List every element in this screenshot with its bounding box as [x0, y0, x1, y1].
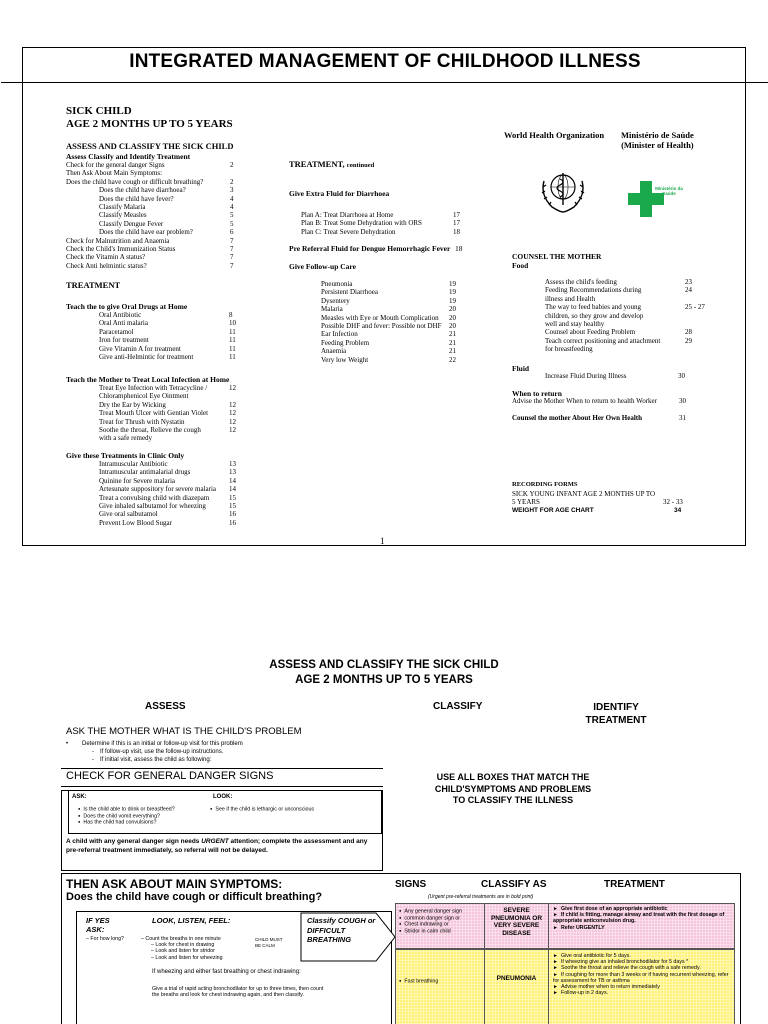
assess-list [66, 161, 246, 270]
fluid-page: 30 [678, 372, 685, 380]
ask-mother: ASK THE MOTHER WHAT IS THE CHILD'S PROBLEM [66, 726, 302, 737]
pneumonia-treatment-list [553, 953, 733, 996]
severe-classification: SEVERE PNEUMONIA OR VERY SEVERE DISEASE [490, 907, 543, 937]
toc-entry-label: Very low Weight [321, 355, 369, 364]
if-initial-text: If initial visit, assess the child as following: [100, 757, 212, 763]
toc-entry-page: 10 [229, 319, 236, 328]
if-followup-text: If follow-up visit, use the follow-up instructions. [100, 749, 224, 755]
look-listen-list [141, 936, 253, 961]
local-infection-heading: Teach the Mother to Treat Local Infection at Home [66, 375, 230, 384]
ask-item: ● Has the child had convulsions? [78, 819, 210, 826]
toc-entry [545, 328, 717, 336]
title-divider [1, 82, 768, 83]
toc-entry-label: Possible DHF and fever: Possible not DHF [321, 322, 442, 331]
toc-entry-page: 16 [229, 510, 236, 519]
recording-line2: 5 YEARS [512, 498, 540, 507]
dengue-heading-row [289, 244, 469, 253]
toc-entry-page: 5 [230, 211, 234, 220]
toc-entry-page: 6 [230, 228, 234, 237]
toc-entry-label: children, so they grow and develop [545, 311, 644, 320]
toc-entry-page: 13 [229, 468, 236, 477]
toc-entry-label: illness and Health [545, 294, 596, 303]
if-yes-label: IF YES [86, 916, 110, 925]
toc-entry-page: 3 [230, 186, 234, 195]
toc-entry-page: 23 [685, 278, 692, 286]
toc-entry-label: Plan A: Treat Diarrhoea at Home [301, 211, 394, 219]
toc-entry [99, 418, 259, 426]
return-row [512, 397, 692, 405]
toc-entry-label: Classify Measles [99, 211, 147, 220]
toc-entry-page: 20 [449, 313, 456, 322]
toc-entry-page: 13 [229, 460, 236, 468]
pneumonia-treatment: ► If wheezing give an inhaled bronchodilator for 5 days * [553, 959, 733, 965]
toc-entry-page: 22 [449, 355, 456, 364]
how-long: – For how long? [86, 936, 124, 942]
toc-entry-label: Assess the child's feeding [545, 278, 617, 286]
if-yes-block [86, 916, 110, 934]
initial-row: - If initial visit, assess the child as following: [92, 757, 212, 763]
severe-treatment: ► Give first dose of an appropriate antibiotic [553, 906, 733, 912]
ministry-sub: (Minister of Health) [621, 140, 694, 150]
toc-entry-page: 16 [229, 518, 236, 527]
toc-entry-page: 7 [230, 261, 234, 270]
severe-signs-list [399, 908, 483, 935]
sick-child-header [66, 105, 233, 131]
count-breaths: – Count the breaths in one minute [141, 936, 221, 942]
ministry-logo-text: Ministério da Saúde [655, 186, 683, 196]
toc-entry [321, 297, 465, 305]
toc-entry-page: 24 [685, 286, 692, 295]
toc-entry-label: Check for Malnutrition and Anaemia [66, 236, 170, 245]
recording-page: 32 - 33 [663, 498, 683, 507]
toc-entry-page: 19 [449, 296, 456, 305]
plan-list [301, 211, 465, 236]
recording-block [512, 490, 692, 515]
toc-entry [99, 460, 259, 468]
toc-entry-label: The way to feed babies and young [545, 303, 642, 312]
wheezing-trial: Give a trial of rapid acting bronchodilator for up to three times, then count the breaths and look for chest indrawing again, and then classify. [152, 986, 324, 999]
toc-entry [321, 322, 465, 330]
oral-drugs-list [99, 311, 259, 361]
weight-row [512, 507, 692, 515]
toc-entry-page: 11 [229, 353, 236, 362]
toc-entry-page: 29 [685, 336, 692, 345]
toc-entry-page: 5 [230, 219, 234, 228]
toc-entry [99, 434, 259, 442]
page-number: 1 [380, 536, 385, 546]
toc-entry [66, 237, 246, 245]
pneumonia-treatment: ► Soothe the throat and relieve the cough with a safe remedy. [553, 965, 733, 971]
toc-entry [99, 401, 259, 409]
toc-entry-label: Counsel about Feeding Problem [545, 328, 636, 337]
toc-entry-page: 11 [229, 336, 236, 345]
toc-entry-page: 2 [230, 161, 234, 169]
col-identify-2: TREATMENT [585, 715, 647, 726]
toc-entry-label: Feeding Recommendations during [545, 286, 642, 295]
toc-entry [545, 278, 717, 286]
col-classify-as: CLASSIFY AS [481, 879, 547, 890]
toc-entry [545, 320, 717, 328]
toc-entry-label: Classify Malaria [99, 203, 146, 212]
food-heading: Food [512, 261, 529, 270]
toc-entry-label: Does the child have diarrhoea? [99, 186, 186, 195]
fluid-row [545, 372, 685, 380]
danger-rule-bottom [61, 786, 383, 787]
ask-item: ● Does the child vomit everything? [78, 813, 210, 820]
toc-entry-label: Persistent Diarrhoea [321, 288, 378, 297]
toc-entry [321, 314, 465, 322]
toc-entry-label: Check for the general danger Signs [66, 161, 165, 169]
oral-drugs-heading: Teach the to give Oral Drugs at Home [66, 302, 188, 311]
toc-entry-label: Plan C: Treat Severe Dehydration [301, 227, 396, 236]
col-identify [570, 701, 662, 727]
toc-entry-label: Check the Vitamin A status? [66, 253, 146, 262]
toc-entry-label: Then Ask About Main Symptoms: [66, 169, 163, 178]
toc-entry-label: Quinine for Severe malaria [99, 476, 175, 485]
toc-entry-label: Treat Mouth Ulcer with Gentian Violet [99, 409, 209, 418]
look-item: ● See if the child is lethargic or unconscious [210, 806, 380, 813]
toc-entry [99, 502, 259, 510]
toc-entry-label: Soothe the throat, Relieve the cough [99, 426, 201, 435]
toc-entry [321, 280, 465, 288]
pneumonia-signs-list [399, 978, 483, 985]
sick-child-label: SICK CHILD [66, 105, 132, 117]
followup-row: - If follow-up visit, use the follow-up instructions. [92, 749, 224, 755]
page-title: INTEGRATED MANAGEMENT OF CHILDHOOD ILLNESS [129, 51, 641, 72]
toc-entry [545, 312, 717, 320]
extra-fluid-heading: Give Extra Fluid for Diarrhoea [289, 189, 390, 198]
ask-item: ● Is the child able to drink or breastfeed? [78, 806, 210, 813]
recording-row [512, 498, 692, 506]
toc-entry [99, 409, 259, 417]
toc-entry [99, 319, 259, 327]
toc-entry-page: 21 [449, 338, 456, 347]
clinic-heading: Give these Treatments in Clinic Only [66, 451, 185, 460]
toc-entry-page: 12 [229, 400, 236, 409]
ask-list [78, 806, 210, 826]
dengue-heading: Pre Referral Fluid for Dengue Hemorrhagic Fever [289, 244, 451, 253]
pneumonia-treatment: ► Advise mother when to return immediately [553, 984, 733, 990]
look-stridor: – Look and listen for stridor [151, 948, 215, 955]
toc-entry [99, 426, 259, 434]
toc-entry-page: 8 [229, 311, 233, 319]
toc-entry [99, 494, 259, 502]
page2-title-line2: AGE 2 MONTHS UP TO 5 YEARS [295, 674, 473, 686]
page2-title [0, 658, 768, 688]
followup-heading: Give Follow-up Care [289, 262, 356, 271]
toc-entry-label: Oral Anti malaria [99, 319, 148, 328]
ministry-block [621, 130, 694, 150]
toc-entry-page: 7 [230, 253, 234, 262]
toc-entry-page: 11 [229, 327, 236, 336]
toc-entry [321, 288, 465, 296]
toc-entry [99, 468, 259, 476]
toc-entry-label: Chloramphenicol Eye Ointment [99, 392, 189, 401]
toc-entry [66, 169, 246, 177]
toc-entry [99, 353, 259, 361]
toc-entry-page: 19 [449, 288, 456, 297]
toc-entry [545, 286, 717, 294]
table-divider-1b [484, 903, 485, 1024]
main-symptoms-heading: THEN ASK ABOUT MAIN SYMPTOMS: [66, 877, 283, 891]
toc-entry-label: Does the child have cough or difficult breathing? [66, 177, 204, 186]
toc-entry-page: 20 [449, 305, 456, 314]
cough-question: Does the child have cough or difficult breathing? [66, 891, 323, 903]
food-list [545, 278, 717, 354]
toc-entry-label: for breastfeeding [545, 345, 593, 354]
toc-entry-page: 15 [229, 502, 236, 511]
toc-entry [545, 295, 717, 303]
toc-entry-label: Malaria [321, 305, 343, 314]
toc-entry-label: Check the Child's Immunization Status [66, 245, 176, 254]
treatment-continued-heading [289, 159, 374, 169]
toc-entry [66, 178, 246, 186]
toc-entry [301, 211, 465, 219]
toc-entry [301, 219, 465, 227]
use-boxes-line1: USE ALL BOXES THAT MATCH THE [436, 772, 590, 782]
toc-entry-page: 17 [453, 219, 460, 228]
look-wheezing: – Look and listen for wheezing [151, 954, 223, 961]
toc-entry-label: Does the child have fever? [99, 194, 174, 203]
severe-treatment: ► If child is fitting, manage airway and treat with the first dosage of appropriate anticonvulsion drug. [553, 912, 733, 924]
wheezing-question: If wheezing and either fast breathing or chest indrawing: [152, 969, 301, 975]
counsel-heading: COUNSEL THE MOTHER [512, 252, 602, 261]
toc-entry-label: Intramuscular antimalarial drugs [99, 468, 191, 477]
danger-note-urgent: URGENT [201, 838, 229, 845]
toc-entry-page: 2 [230, 177, 234, 186]
toc-entry [99, 485, 259, 493]
toc-entry [66, 228, 246, 236]
toc-entry-label: Ear Infection [321, 330, 358, 339]
toc-entry-page: 11 [229, 344, 236, 353]
local-infection-list [99, 384, 259, 443]
toc-entry-page: 21 [449, 330, 456, 339]
assess-subheading: Assess Classify and Identify Treatment [66, 152, 191, 161]
fluid-item: Increase Fluid During Illness [545, 372, 627, 380]
col-identify-1: IDENTIFY [593, 702, 639, 713]
toc-entry-page: 7 [230, 236, 234, 245]
weight-page: 34 [674, 506, 682, 514]
look-chest: – Look for chest in drawing [151, 942, 215, 949]
use-boxes-line3: TO CLASSIFY THE ILLNESS [452, 795, 574, 805]
toc-entry [66, 262, 246, 270]
pneumonia-treatment: ► If coughing for more than 3 weeks or if having recurrent wheezing, refer for assessment for TB or asthma [553, 972, 733, 984]
toc-entry-label: Prevent Low Blood Sugar [99, 518, 172, 527]
toc-entry-page: 14 [229, 485, 236, 494]
toc-entry [66, 253, 246, 261]
own-health-page: 31 [679, 414, 686, 422]
continued-label: continued [346, 162, 375, 169]
toc-entry-page: 28 [685, 328, 692, 337]
danger-note-pre: A child with any general danger sign needs [66, 838, 202, 845]
col-signs: SIGNS [395, 879, 427, 890]
danger-note-post: attention; complete the assessment and any pre-referral treatment immediately, so referral will not be delayed. [66, 838, 368, 854]
toc-entry-label: Dysentery [321, 296, 350, 305]
ministry-label: Ministério de Saúde [621, 130, 694, 140]
toc-entry [545, 337, 717, 345]
ask-label: ASK: [72, 794, 87, 800]
pneumonia-classification: PNEUMONIA [496, 975, 537, 982]
toc-entry-label: Treat for Thrush with Nystatin [99, 417, 185, 426]
weight-chart: WEIGHT FOR AGE CHART [512, 506, 594, 514]
severe-sign: ● Any general danger sign [399, 908, 483, 915]
followup-list [321, 280, 465, 364]
pneumonia-sign: ● Fast breathing [399, 978, 483, 985]
toc-entry-label: Give anti-Helmintic for treatment [99, 353, 194, 362]
toc-entry [99, 345, 259, 353]
return-heading: When to return [512, 389, 562, 398]
severe-treatment: ► Refer URGENTLY [553, 925, 733, 931]
toc-entry-label: Anaemia [321, 347, 347, 356]
toc-entry [99, 510, 259, 518]
toc-entry-page: 7 [230, 245, 234, 254]
dengue-page: 18 [455, 244, 463, 253]
toc-entry [99, 519, 259, 527]
toc-entry-label: Paracetamol [99, 327, 134, 336]
toc-entry-page: 21 [449, 347, 456, 356]
toc-entry [321, 330, 465, 338]
pneumonia-treatment: ► Follow-up in 2 days. [553, 990, 733, 996]
col-classify: CLASSIFY [433, 701, 483, 712]
age-range-label: AGE 2 MONTHS UP TO 5 YEARS [66, 118, 233, 130]
toc-entry-page: 15 [229, 493, 236, 502]
look-label: LOOK: [213, 794, 233, 800]
toc-entry-label: Pneumonia [321, 280, 353, 288]
fluid-heading: Fluid [512, 364, 530, 373]
page2-title-line1: ASSESS AND CLASSIFY THE SICK CHILD [269, 659, 499, 671]
toc-entry-label: well and stay healthy [545, 320, 605, 329]
recording-line1: SICK YOUNG INFANT AGE 2 MONTHS UP TO [512, 490, 656, 498]
classify-cough-label: Classify COUGH or DIFFICULT BREATHING [307, 916, 376, 944]
determine-text: Determine if this is an initial or follow-up visit for this problem [82, 741, 243, 747]
toc-entry [66, 195, 246, 203]
toc-entry-page: 20 [449, 322, 456, 331]
toc-entry-label: Plan B: Treat Some Dehydration with ORS [301, 219, 422, 228]
toc-entry-label: Check Anti helmintic status? [66, 261, 147, 270]
table-divider-2b [548, 903, 549, 1024]
toc-entry [99, 384, 259, 392]
toc-entry [99, 311, 259, 319]
toc-entry-label: Dry the Ear by Wicking [99, 400, 166, 409]
toc-entry [99, 392, 259, 400]
severe-treatment-list [553, 906, 733, 931]
ask2-label: ASK: [86, 925, 105, 934]
toc-entry [66, 245, 246, 253]
toc-entry-page: 19 [449, 280, 456, 288]
treatment-cont-label: TREATMENT, [289, 159, 345, 169]
toc-entry [321, 305, 465, 313]
col-treatment: TREATMENT [604, 879, 665, 890]
toc-entry-label: Iron for treatment [99, 336, 149, 345]
look-list [210, 806, 380, 813]
danger-title: CHECK FOR GENERAL DANGER SIGNS [66, 770, 274, 782]
toc-entry-label: Teach correct positioning and attachment [545, 336, 661, 345]
toc-entry-label: Does the child have ear problem? [99, 228, 193, 237]
return-page: 30 [679, 397, 686, 405]
who-emblem-icon [538, 167, 588, 213]
toc-entry-label: Feeding Problem [321, 338, 370, 347]
col-assess: ASSESS [145, 701, 186, 712]
toc-entry-page: 17 [453, 211, 460, 219]
toc-page [22, 47, 746, 546]
own-health-item: Counsel the mother About Her Own Health [512, 414, 643, 422]
child-must-calm: CHILD MUST BE CALM [255, 937, 283, 949]
toc-entry [66, 203, 246, 211]
toc-entry [301, 228, 465, 236]
toc-entry-label: with a safe remedy [99, 434, 153, 443]
danger-rule-top [61, 768, 383, 769]
assess-heading: ASSESS AND CLASSIFY THE SICK CHILD [66, 141, 234, 151]
toc-entry-page: 12 [229, 426, 236, 435]
toc-entry [545, 345, 717, 353]
urgent-note: (Urgent pre-referral treatments are in bold print) [428, 894, 534, 900]
toc-entry [66, 161, 246, 169]
look-listen-label: LOOK, LISTEN, FEEL: [152, 916, 231, 925]
toc-entry [66, 186, 246, 194]
toc-entry [99, 336, 259, 344]
toc-entry-page: 12 [229, 384, 236, 392]
toc-entry [66, 211, 246, 219]
toc-entry [321, 339, 465, 347]
use-boxes-line2: CHILD'SYMPTOMS AND PROBLEMS [434, 783, 592, 794]
toc-entry [99, 328, 259, 336]
toc-entry-page: 18 [453, 227, 460, 236]
toc-entry-label: Give inhaled salbutamol for wheezing [99, 502, 206, 511]
toc-entry-label: Artesunate suppository for severe malaria [99, 485, 217, 494]
toc-entry-label: Oral Antibiotic [99, 311, 142, 319]
toc-entry-page: 4 [230, 203, 234, 212]
toc-entry-label: Treat a convulsing child with diazepam [99, 493, 210, 502]
danger-note [66, 838, 381, 855]
treatment-heading: TREATMENT [66, 280, 121, 290]
toc-entry-label: Intramuscular Antibiotic [99, 460, 168, 468]
pneumonia-treatment: ► Give oral antibiotic for 5 days. [553, 953, 733, 959]
own-health-row [512, 414, 692, 422]
toc-entry-page: 14 [229, 476, 236, 485]
toc-entry-label: Give Vitamin A for treatment [99, 344, 181, 353]
toc-entry-label: Classify Dengue Fever [99, 219, 164, 228]
determine-row: • Determine if this is an initial or follow-up visit for this problem [66, 741, 243, 747]
clinic-list [99, 460, 259, 527]
toc-entry-page: 4 [230, 194, 234, 203]
severe-sign: ● Stridor in calm child [399, 928, 483, 935]
toc-entry [66, 220, 246, 228]
toc-entry [99, 477, 259, 485]
toc-entry-page: 12 [229, 409, 236, 418]
toc-entry-label: Measles with Eye or Mouth Complication [321, 313, 439, 322]
toc-entry [545, 303, 717, 311]
return-item: Advise the Mother When to return to health Worker [512, 397, 657, 405]
use-boxes-note [418, 772, 608, 807]
toc-entry-page: 12 [229, 417, 236, 426]
toc-entry-label: Give oral salbutamol [99, 510, 158, 519]
toc-entry-page: 25 - 27 [685, 303, 705, 312]
visit-instructions [66, 740, 243, 764]
severe-sign: ● common danger sign or [399, 915, 483, 922]
toc-entry [321, 356, 465, 364]
recording-heading: RECORDING FORMS [512, 481, 578, 488]
who-label: World Health Organization [504, 130, 605, 140]
toc-entry [321, 347, 465, 355]
severe-sign: ● Chest indrawing or [399, 921, 483, 928]
toc-entry-label: Treat Eye Infection with Tetracycline / [99, 384, 208, 392]
